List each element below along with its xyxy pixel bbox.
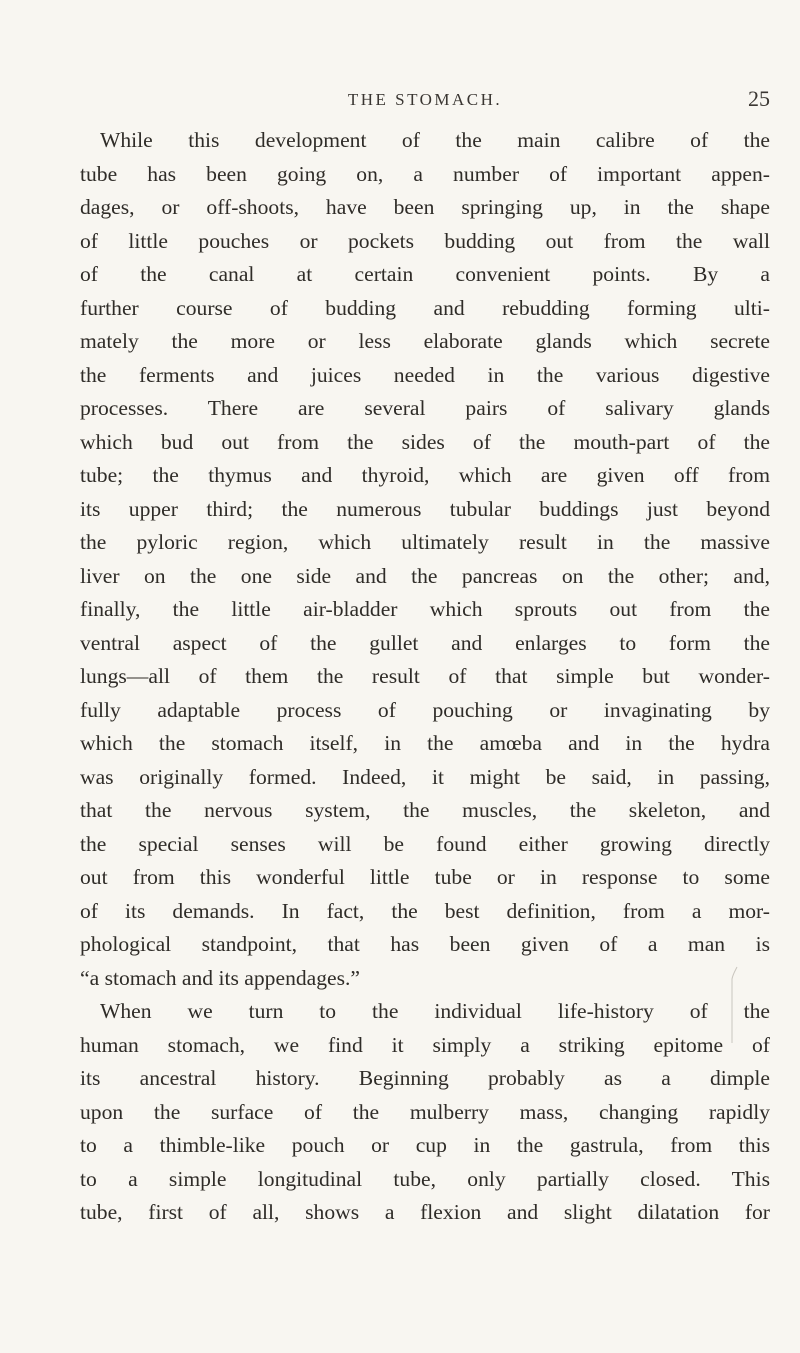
paragraph-2: [80, 995, 770, 1230]
text-line: tube, first of all, shows a flexion and slight dilatation for: [80, 1200, 770, 1224]
text-line: liver on the one side and the pancreas on the other; and,: [80, 563, 770, 588]
text-line: the special senses will be found either growing directly: [80, 831, 770, 856]
text-line: “a stomach and its appendages.”: [80, 965, 361, 990]
text-line: to a thimble-like pouch or cup in the gastrula, from this: [80, 1133, 770, 1157]
text-line: to a simple longitudinal tube, only partially closed. This: [80, 1166, 770, 1191]
text-line: the pyloric region, which ultimately result in the massive: [80, 530, 770, 554]
margin-pencil-mark: [729, 965, 739, 1045]
text-line: When we turn to the individual life-history of the: [100, 999, 770, 1023]
running-title: THE STOMACH.: [347, 90, 503, 109]
text-line: dages, or off-shoots, have been springing up, in the shape: [80, 195, 770, 219]
text-line: ventral aspect of the gullet and enlarges to form the: [80, 630, 770, 655]
text-line: its upper third; the numerous tubular buddings just beyond: [80, 496, 770, 521]
text-line: further course of budding and rebudding forming ulti-: [80, 295, 770, 320]
text-line: tube has been going on, a number of important appen-: [80, 161, 770, 186]
text-line: human stomach, we find it simply a striking epitome of: [80, 1032, 770, 1057]
text-line: While this development of the main calibre of the: [100, 128, 770, 152]
text-line: lungs—all of them the result of that simple but wonder-: [80, 664, 770, 688]
page-number: 25: [748, 86, 770, 111]
text-line: of little pouches or pockets budding out from the wall: [80, 228, 770, 253]
text-line: of its demands. In fact, the best definition, from a mor-: [80, 898, 770, 923]
text-line: the ferments and juices needed in the various digestive: [80, 362, 770, 387]
text-line: which the stomach itself, in the amœba and in the hydra: [80, 731, 770, 755]
text-line: tube; the thymus and thyroid, which are given off from: [80, 463, 770, 487]
text-line: which bud out from the sides of the mouth-part of the: [80, 429, 770, 454]
text-line: its ancestral history. Beginning probably as a dimple: [80, 1066, 770, 1090]
text-line: of the canal at certain convenient points. By a: [80, 262, 770, 286]
paragraph-1: [80, 124, 770, 995]
running-header: [80, 86, 770, 120]
text-line: upon the surface of the mulberry mass, changing rapidly: [80, 1099, 770, 1124]
text-line: out from this wonderful little tube or in response to some: [80, 865, 770, 889]
text-line: fully adaptable process of pouching or invaginating by: [80, 697, 770, 722]
text-line: finally, the little air-bladder which sprouts out from the: [80, 597, 770, 621]
text-line: mately the more or less elaborate glands which secrete: [80, 329, 770, 353]
text-line: that the nervous system, the muscles, the skeleton, and: [80, 798, 770, 822]
text-line: phological standpoint, that has been given of a man is: [80, 932, 770, 956]
text-line: processes. There are several pairs of salivary glands: [80, 396, 770, 420]
text-line: was originally formed. Indeed, it might be said, in passing,: [80, 764, 770, 789]
body-text: [80, 124, 770, 1230]
